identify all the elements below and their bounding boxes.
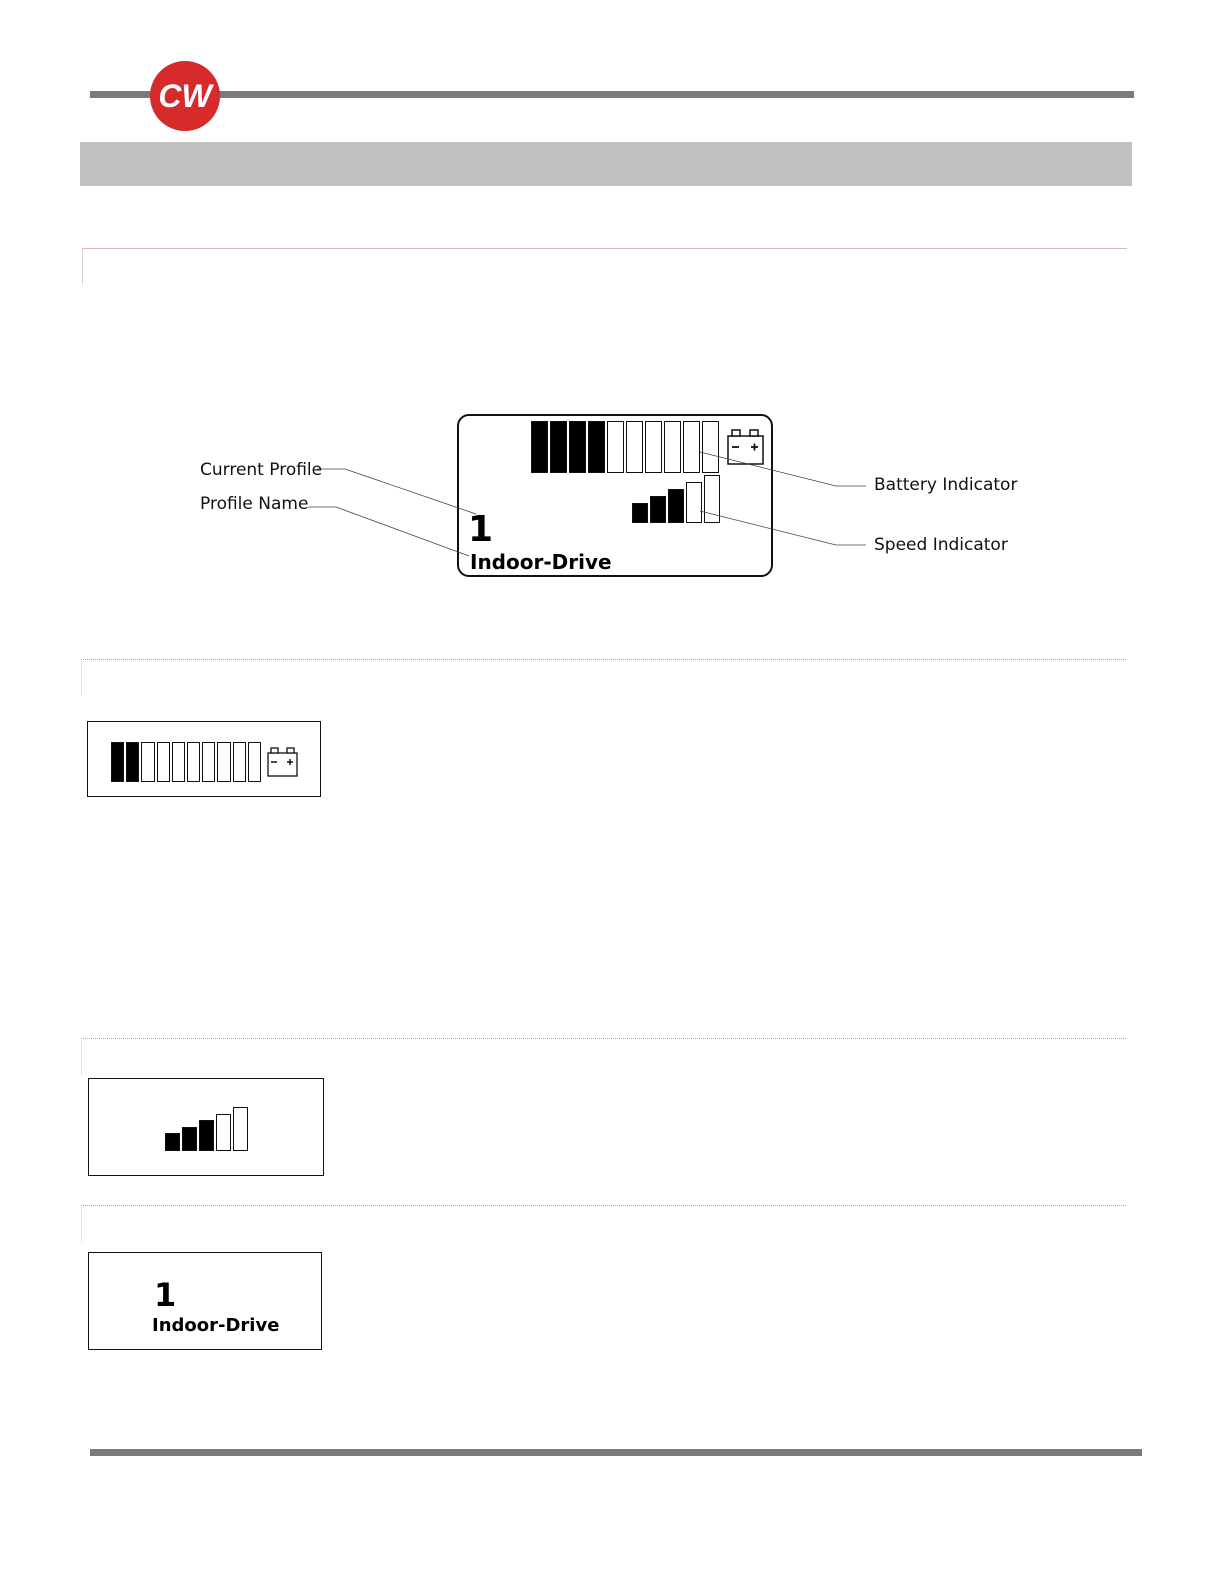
footer-rule <box>90 1449 1142 1456</box>
battery-segment <box>111 742 124 782</box>
battery-segment <box>187 742 200 782</box>
callout-speed-indicator: Speed Indicator <box>874 535 1008 555</box>
speed-segment <box>216 1114 231 1152</box>
speed-segment <box>182 1127 197 1152</box>
battery-segment <box>172 742 185 782</box>
battery-segment <box>126 742 139 782</box>
callout-leader-lines <box>0 0 1224 700</box>
speed-segment <box>165 1133 180 1151</box>
profile-name: Indoor-Drive <box>470 550 612 574</box>
callout-profile-name: Profile Name <box>200 494 309 514</box>
battery-segment <box>141 742 154 782</box>
battery-segment <box>248 742 261 782</box>
speed-indicator-panel <box>88 1078 324 1176</box>
speed-segment <box>199 1120 214 1151</box>
speed-segment <box>233 1107 248 1151</box>
svg-text:CW: CW <box>158 78 212 114</box>
profile-panel <box>88 1252 322 1350</box>
section-header-3 <box>81 1038 1126 1075</box>
section-header-2 <box>81 659 1126 696</box>
profile-name: Indoor-Drive <box>152 1315 280 1336</box>
section-header-4 <box>81 1205 1126 1242</box>
battery-segment <box>217 742 230 782</box>
battery-icon <box>267 746 299 778</box>
profile-number: 1 <box>468 509 494 550</box>
battery-segment <box>233 742 246 782</box>
battery-segment <box>157 742 170 782</box>
battery-segment <box>202 742 215 782</box>
profile-number: 1 <box>154 1276 177 1314</box>
callout-current-profile: Current Profile <box>200 460 323 480</box>
battery-indicator-panel <box>87 721 321 797</box>
callout-battery-indicator: Battery Indicator <box>874 475 1018 495</box>
